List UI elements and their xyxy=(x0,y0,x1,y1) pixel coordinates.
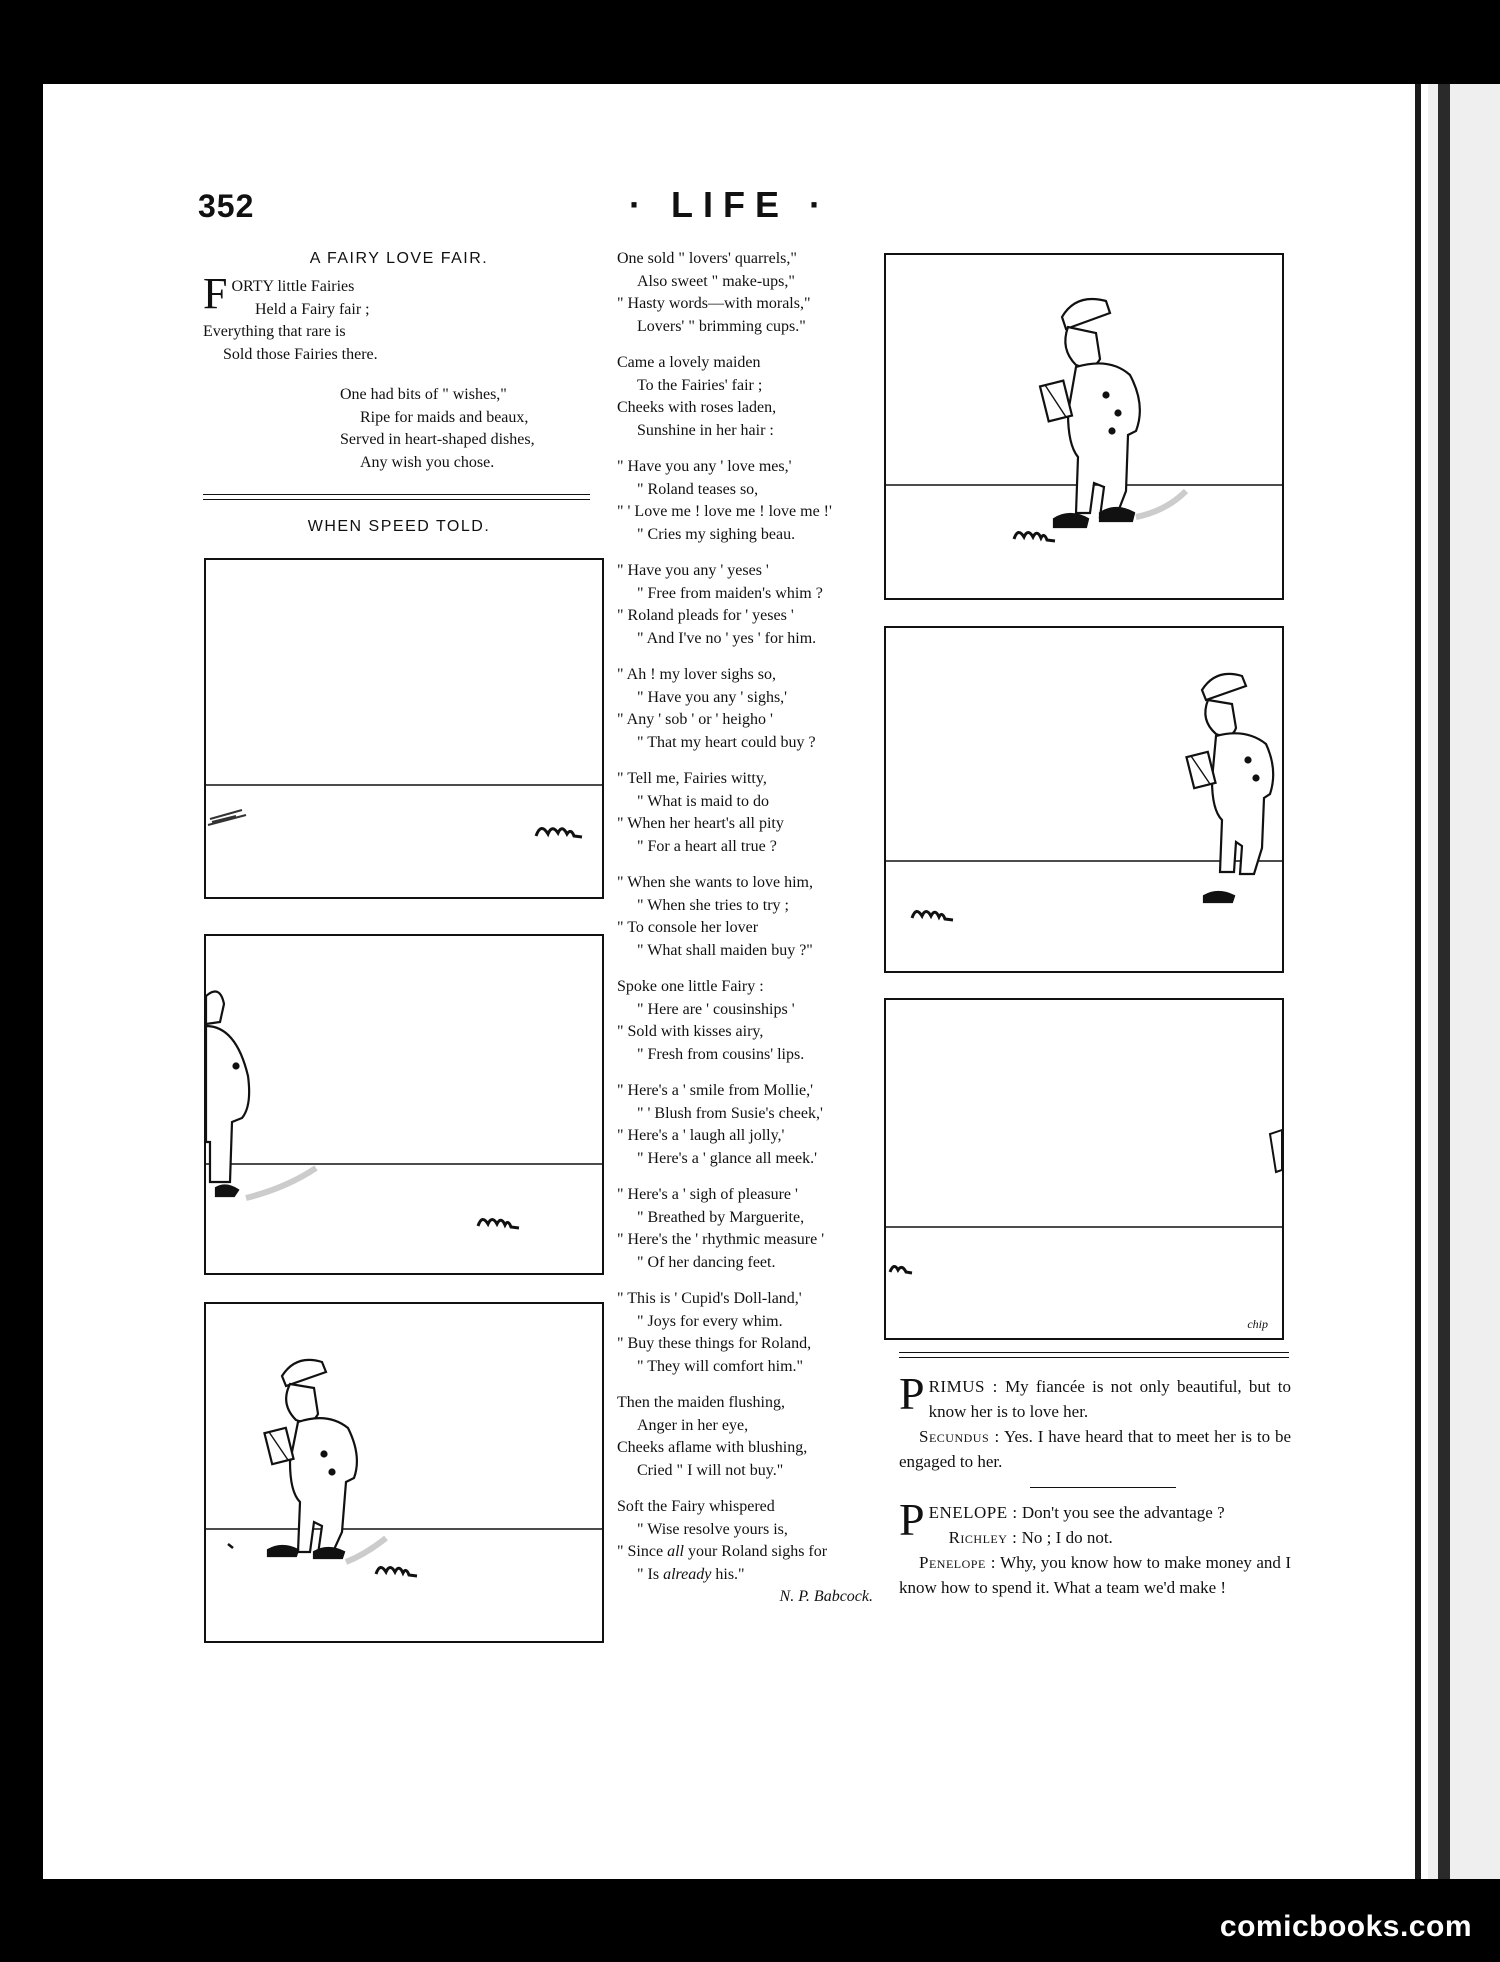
joke-divider xyxy=(1030,1487,1176,1488)
poem-stanza xyxy=(617,1288,887,1378)
caterpillar-icon xyxy=(1014,532,1055,541)
poem-line: " When she tries to try ; xyxy=(637,896,789,914)
poem-line: Also sweet " make-ups," xyxy=(637,272,795,290)
poem-line: One sold " lovers' quarrels," xyxy=(617,250,797,267)
comic-panel-5 xyxy=(884,626,1284,973)
poem-line: Spoke one little Fairy : xyxy=(617,978,764,995)
poem-line: " Ah ! my lover sighs so, xyxy=(617,666,776,683)
poem-line: " Tell me, Fairies witty, xyxy=(617,770,767,787)
speaker-label: Secundus : xyxy=(919,1427,1000,1446)
poem-title: A FAIRY LOVE FAIR. xyxy=(309,250,489,267)
caterpillar-icon xyxy=(890,1266,912,1273)
poem-line: " Cries my sighing beau. xyxy=(637,525,796,543)
poem-line: " This is ' Cupid's Doll-land,' xyxy=(617,1290,802,1307)
poem-line: " Roland pleads for ' yeses ' xyxy=(617,607,794,624)
poem-line: To the Fairies' fair ; xyxy=(637,376,763,394)
caterpillar-icon xyxy=(376,1567,417,1576)
panel-4-drawing xyxy=(886,255,1282,598)
poem-stanza-2 xyxy=(340,384,600,474)
letter-icon xyxy=(1270,1130,1282,1172)
comic-panel-3 xyxy=(204,1302,604,1643)
comic-panel-1 xyxy=(204,558,604,899)
poem-line: " What shall maiden buy ?" xyxy=(637,941,813,959)
joke-primus xyxy=(899,1368,1291,1474)
poem-intro-stanza xyxy=(203,269,583,366)
panel-1-drawing xyxy=(206,560,602,897)
poem-line: " Since all your Roland sighs for xyxy=(617,1543,828,1560)
poem-author: N. P. Babcock. xyxy=(779,1588,873,1605)
poem-line: " Free from maiden's whim ? xyxy=(637,584,823,602)
poem-line: " That my heart could buy ? xyxy=(637,733,816,751)
poem-line: " Have you any ' love mes,' xyxy=(617,458,792,475)
page-gutter-shadow xyxy=(1415,84,1421,1879)
poem-line: " Here's a ' smile from Mollie,' xyxy=(617,1082,814,1099)
poem-line: " What is maid to do xyxy=(637,792,769,810)
poem-line: Any wish you chose. xyxy=(360,453,495,471)
comic-panel-2 xyxy=(204,934,604,1275)
joke-dropcap: P xyxy=(899,1368,925,1419)
poem-column-2 xyxy=(617,248,887,1609)
caterpillar-icon xyxy=(536,828,582,837)
poem-line: " Any ' sob ' or ' heigho ' xyxy=(617,711,773,728)
joke-line: No ; I do not. xyxy=(1021,1528,1113,1547)
poem-line: " Wise resolve yours is, xyxy=(637,1520,788,1538)
poem-line: " Here's a ' sigh of pleasure ' xyxy=(617,1186,798,1203)
poem-line: One had bits of " wishes," xyxy=(340,386,507,403)
section-divider xyxy=(203,494,590,500)
poem-stanza xyxy=(617,248,887,338)
panel-6-drawing xyxy=(886,1000,1282,1338)
panel-2-drawing xyxy=(206,936,602,1273)
poem-stanza xyxy=(617,1392,887,1482)
speaker-label: Richley : xyxy=(948,1528,1018,1547)
poem-line: Sold those Fairies there. xyxy=(223,345,378,363)
joke-line: Why, you know how to make money and I know how to spend it. What a team we'd make ! xyxy=(899,1553,1291,1597)
joke-line: My fiancée is not only beautiful, but to know her is to love her. xyxy=(928,1377,1291,1421)
poem-line: " When her heart's all pity xyxy=(617,815,784,832)
page-number: 352 xyxy=(198,188,255,224)
poem-line: " Buy these things for Roland, xyxy=(617,1335,812,1352)
artist-signature: chip xyxy=(1247,1317,1268,1331)
poem-line: " Here are ' cousinships ' xyxy=(637,1000,795,1018)
boy-with-letter-figure xyxy=(1186,674,1273,902)
page-edge-shadow xyxy=(1438,84,1450,1879)
poem-line: " To console her lover xyxy=(617,919,759,936)
poem-stanza xyxy=(617,560,887,650)
poem-line: " Here's a ' glance all meek.' xyxy=(637,1149,817,1167)
boy-partial-figure xyxy=(206,992,249,1197)
caterpillar-icon xyxy=(478,1219,519,1228)
comic-panel-6 xyxy=(884,998,1284,1340)
poem-line: " Have you any ' yeses ' xyxy=(617,562,769,579)
poem-stanza xyxy=(617,768,887,858)
poem-line: " Here's a ' laugh all jolly,' xyxy=(617,1127,785,1144)
poem-last-stanza xyxy=(617,1496,887,1586)
poem-line: " Breathed by Marguerite, xyxy=(637,1208,805,1226)
watermark: comicbooks.com xyxy=(1219,1910,1472,1943)
poem-line: " Is already his." xyxy=(637,1565,745,1583)
magazine-title: · LIFE · xyxy=(629,184,831,225)
speaker-label: RIMUS : xyxy=(928,1377,998,1396)
poem-stanza xyxy=(617,456,887,546)
poem-line: Sunshine in her hair : xyxy=(637,421,774,439)
panel-5-drawing xyxy=(886,628,1282,971)
poem-stanza xyxy=(617,872,887,962)
poem-line: " ' Love me ! love me ! love me !' xyxy=(617,503,832,520)
poem-line: " Sold with kisses airy, xyxy=(617,1023,764,1040)
joke-line: Don't you see the advantage ? xyxy=(1021,1503,1225,1522)
poem-dropcap: F xyxy=(203,269,228,318)
poem-line: Held a Fairy fair ; xyxy=(255,300,370,318)
poem-line: Lovers' " brimming cups." xyxy=(637,317,806,335)
poem-line: Served in heart-shaped dishes, xyxy=(340,431,535,448)
poem-line: Ripe for maids and beaux, xyxy=(360,408,529,426)
poem-line: Cheeks with roses laden, xyxy=(617,399,777,416)
caterpillar-icon xyxy=(912,911,953,920)
poem-line: " And I've no ' yes ' for him. xyxy=(637,629,817,647)
poem-line: " Here's the ' rhythmic measure ' xyxy=(617,1231,825,1248)
speaker-label: ENELOPE : xyxy=(928,1503,1018,1522)
poem-line: " Fresh from cousins' lips. xyxy=(637,1045,805,1063)
poem-line: Then the maiden flushing, xyxy=(617,1394,785,1411)
dust-streak xyxy=(208,810,246,825)
poem-stanza xyxy=(617,1184,887,1274)
poem-line: ORTY little Fairies xyxy=(231,278,355,295)
poem-line: " Have you any ' sighs,' xyxy=(637,688,788,706)
poem-line: " They will comfort him." xyxy=(637,1357,804,1375)
joke-dropcap: P xyxy=(899,1494,925,1545)
boy-with-letter-figure xyxy=(1040,299,1140,527)
joke-line: Yes. I have heard that to meet her is to be engaged to her. xyxy=(899,1427,1291,1471)
comic-panel-4 xyxy=(884,253,1284,600)
poem-line: " Roland teases so, xyxy=(637,480,759,498)
poem-line: " Of her dancing feet. xyxy=(637,1253,776,1271)
comic-title: WHEN SPEED TOLD. xyxy=(307,518,491,535)
speaker-label: Penelope : xyxy=(919,1553,996,1572)
poem-line: " For a heart all true ? xyxy=(637,837,777,855)
poem-line: Soft the Fairy whispered xyxy=(617,1498,775,1515)
poem-stanza xyxy=(617,1080,887,1170)
poem-stanza xyxy=(617,976,887,1066)
poem-line: Everything that rare is xyxy=(203,323,346,340)
poem-stanza xyxy=(617,352,887,442)
poem-line: Anger in her eye, xyxy=(637,1416,749,1434)
poem-line: Cheeks aflame with blushing, xyxy=(617,1439,808,1456)
poem-line: Cried " I will not buy." xyxy=(637,1461,784,1479)
poem-line: Came a lovely maiden xyxy=(617,354,761,371)
joke-penelope xyxy=(899,1494,1291,1600)
poem-stanza xyxy=(617,664,887,754)
poem-line: " Joys for every whim. xyxy=(637,1312,783,1330)
panel-3-drawing xyxy=(206,1304,602,1641)
poem-line: " Hasty words—with morals," xyxy=(617,295,811,312)
poem-line: " When she wants to love him, xyxy=(617,874,813,891)
poem-line: " ' Blush from Susie's cheek,' xyxy=(637,1104,823,1122)
section-divider xyxy=(899,1352,1289,1358)
